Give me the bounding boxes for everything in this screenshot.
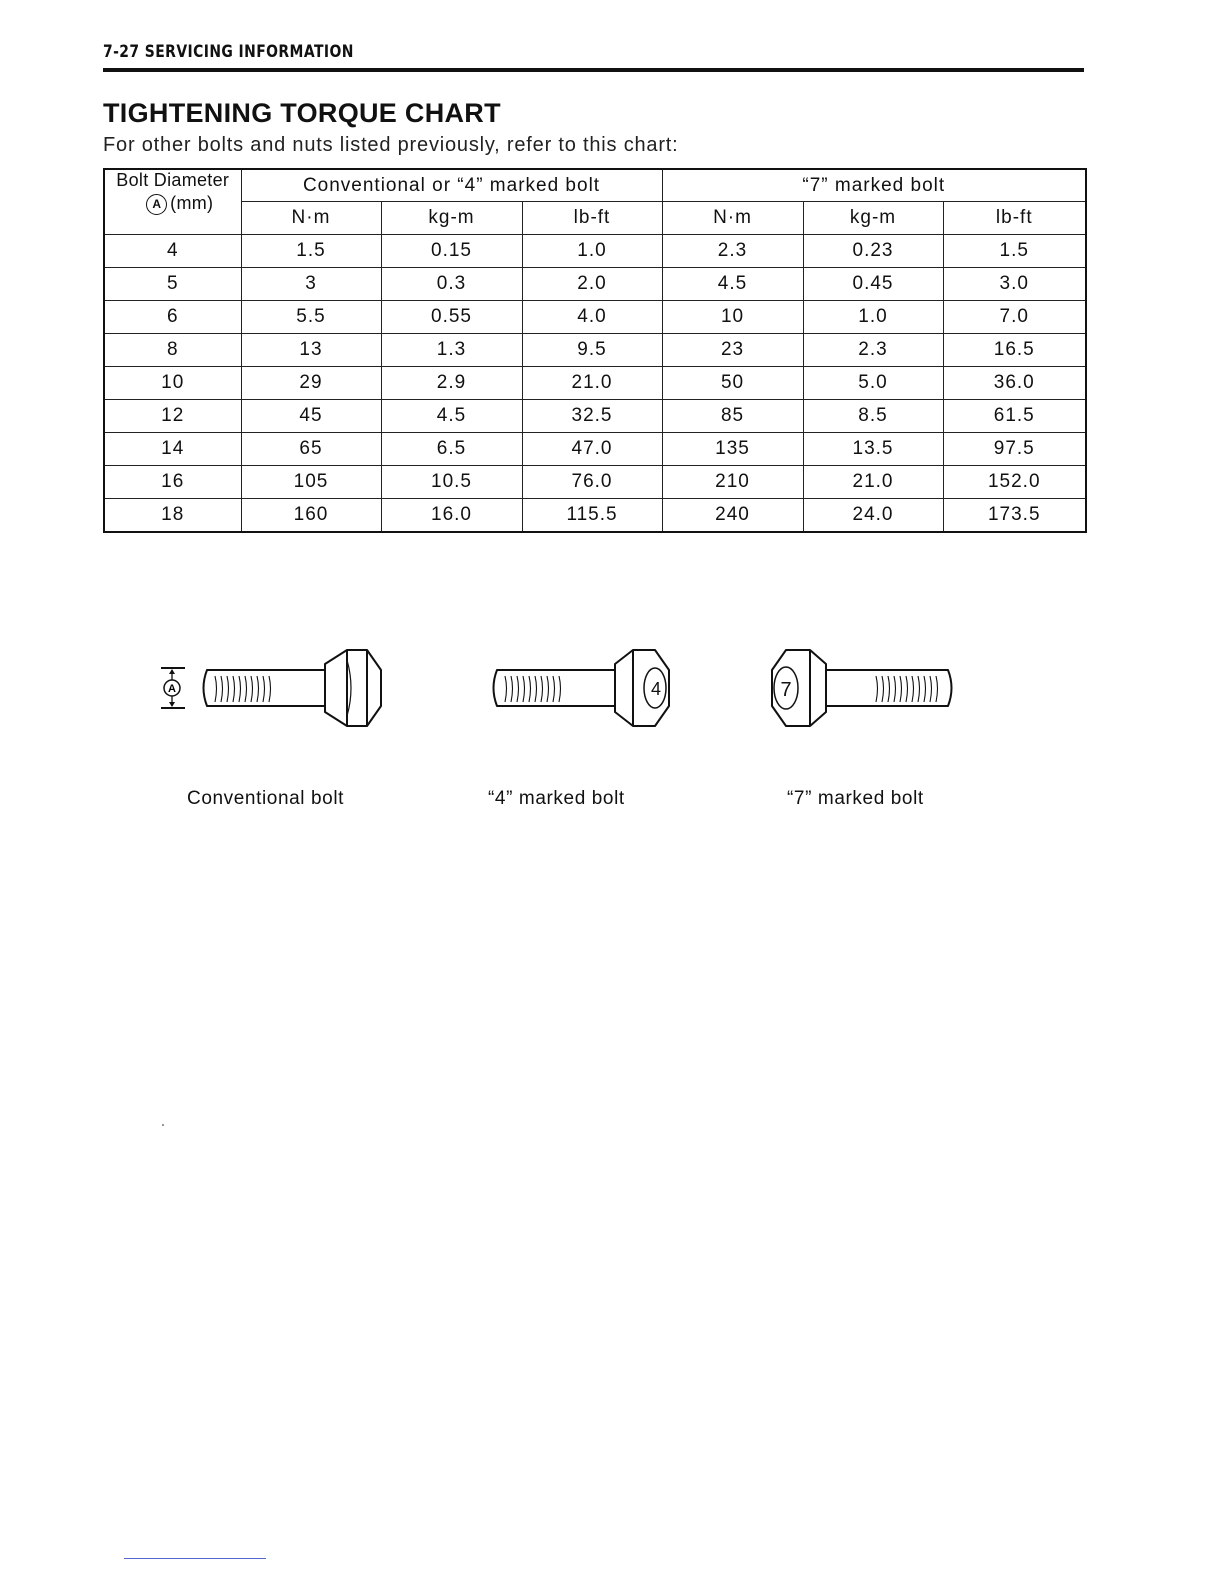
torque-value-cell: 65 xyxy=(241,433,381,466)
unit-header: lb-ft xyxy=(522,202,662,235)
torque-value-cell: 45 xyxy=(241,400,381,433)
torque-value-cell: 2.9 xyxy=(381,367,522,400)
torque-value-cell: 4.5 xyxy=(662,268,803,301)
page-header xyxy=(103,40,1084,72)
torque-value-cell: 160 xyxy=(241,499,381,533)
torque-table xyxy=(103,168,1087,533)
torque-value-cell: 240 xyxy=(662,499,803,533)
marked7-bolt-caption: “7” marked bolt xyxy=(787,788,924,809)
torque-value-cell: 1.5 xyxy=(241,235,381,268)
torque-value-cell: 29 xyxy=(241,367,381,400)
torque-value-cell: 3.0 xyxy=(943,268,1086,301)
table-row xyxy=(104,499,1086,533)
unit-header: N·m xyxy=(662,202,803,235)
torque-value-cell: 135 xyxy=(662,433,803,466)
bolt-diameter-cell: 10 xyxy=(104,367,241,400)
marked7-group-header: “7” marked bolt xyxy=(662,169,1086,202)
torque-value-cell: 32.5 xyxy=(522,400,662,433)
marked4-head-mark: 4 xyxy=(650,679,662,699)
marked7-bolt-figure xyxy=(762,640,962,740)
marked7-head-mark: 7 xyxy=(780,679,792,701)
unit-header: kg-m xyxy=(803,202,943,235)
torque-value-cell: 13.5 xyxy=(803,433,943,466)
torque-value-cell: 9.5 xyxy=(522,334,662,367)
torque-value-cell: 16.0 xyxy=(381,499,522,533)
torque-value-cell: 0.23 xyxy=(803,235,943,268)
table-row xyxy=(104,334,1086,367)
torque-value-cell: 7.0 xyxy=(943,301,1086,334)
torque-value-cell: 10 xyxy=(662,301,803,334)
torque-value-cell: 47.0 xyxy=(522,433,662,466)
bolt-diameter-label: Bolt Diameter xyxy=(116,170,230,190)
torque-value-cell: 85 xyxy=(662,400,803,433)
torque-value-cell: 2.3 xyxy=(662,235,803,268)
torque-value-cell: 6.5 xyxy=(381,433,522,466)
table-row xyxy=(104,466,1086,499)
footer-rule xyxy=(124,1558,266,1559)
torque-value-cell: 36.0 xyxy=(943,367,1086,400)
torque-value-cell: 16.5 xyxy=(943,334,1086,367)
bolt-diameter-unit: (mm) xyxy=(170,193,214,213)
torque-value-cell: 4.5 xyxy=(381,400,522,433)
scan-speck xyxy=(162,1124,164,1126)
bolt-diameter-cell: 16 xyxy=(104,466,241,499)
table-row xyxy=(104,268,1086,301)
torque-value-cell: 4.0 xyxy=(522,301,662,334)
page-title: TIGHTENING TORQUE CHART xyxy=(103,98,501,128)
torque-value-cell: 1.0 xyxy=(803,301,943,334)
torque-value-cell: 0.55 xyxy=(381,301,522,334)
bolt-diameter-cell: 6 xyxy=(104,301,241,334)
torque-value-cell: 8.5 xyxy=(803,400,943,433)
torque-value-cell: 0.45 xyxy=(803,268,943,301)
torque-value-cell: 0.15 xyxy=(381,235,522,268)
torque-value-cell: 10.5 xyxy=(381,466,522,499)
torque-value-cell: 210 xyxy=(662,466,803,499)
torque-table-body xyxy=(104,235,1086,533)
conventional-bolt-figure xyxy=(155,640,395,740)
bolt-diameter-cell: 4 xyxy=(104,235,241,268)
torque-value-cell: 2.3 xyxy=(803,334,943,367)
torque-value-cell: 97.5 xyxy=(943,433,1086,466)
torque-value-cell: 21.0 xyxy=(522,367,662,400)
table-row xyxy=(104,235,1086,268)
torque-value-cell: 50 xyxy=(662,367,803,400)
conventional-group-header: Conventional or “4” marked bolt xyxy=(241,169,662,202)
torque-value-cell: 24.0 xyxy=(803,499,943,533)
marked4-bolt-figure xyxy=(485,640,685,740)
torque-value-cell: 115.5 xyxy=(522,499,662,533)
bolt-diameter-cell: 5 xyxy=(104,268,241,301)
unit-header: kg-m xyxy=(381,202,522,235)
torque-value-cell: 76.0 xyxy=(522,466,662,499)
table-row xyxy=(104,301,1086,334)
torque-value-cell: 61.5 xyxy=(943,400,1086,433)
bolt-diameter-cell: 18 xyxy=(104,499,241,533)
bolt-diameter-cell: 12 xyxy=(104,400,241,433)
torque-value-cell: 2.0 xyxy=(522,268,662,301)
torque-value-cell: 5.0 xyxy=(803,367,943,400)
torque-value-cell: 21.0 xyxy=(803,466,943,499)
torque-value-cell: 1.0 xyxy=(522,235,662,268)
torque-value-cell: 105 xyxy=(241,466,381,499)
unit-header: lb-ft xyxy=(943,202,1086,235)
page-subtitle: For other bolts and nuts listed previously, refer to this chart: xyxy=(103,134,679,156)
torque-value-cell: 23 xyxy=(662,334,803,367)
table-row xyxy=(104,433,1086,466)
table-row xyxy=(104,367,1086,400)
unit-header: N·m xyxy=(241,202,381,235)
torque-value-cell: 1.5 xyxy=(943,235,1086,268)
torque-value-cell: 1.3 xyxy=(381,334,522,367)
torque-value-cell: 0.3 xyxy=(381,268,522,301)
torque-value-cell: 152.0 xyxy=(943,466,1086,499)
torque-value-cell: 3 xyxy=(241,268,381,301)
marked4-bolt-caption: “4” marked bolt xyxy=(488,788,625,809)
dimension-a-symbol: A xyxy=(146,194,167,215)
table-row xyxy=(104,400,1086,433)
bolt-diameter-header xyxy=(104,169,241,235)
torque-value-cell: 173.5 xyxy=(943,499,1086,533)
bolt-diameter-cell: 8 xyxy=(104,334,241,367)
conventional-bolt-caption: Conventional bolt xyxy=(187,788,345,809)
dimension-a-label: A xyxy=(168,683,176,695)
torque-value-cell: 13 xyxy=(241,334,381,367)
torque-value-cell: 5.5 xyxy=(241,301,381,334)
page-header-text: 7-27 SERVICING INFORMATION xyxy=(103,42,354,62)
bolt-diameter-cell: 14 xyxy=(104,433,241,466)
